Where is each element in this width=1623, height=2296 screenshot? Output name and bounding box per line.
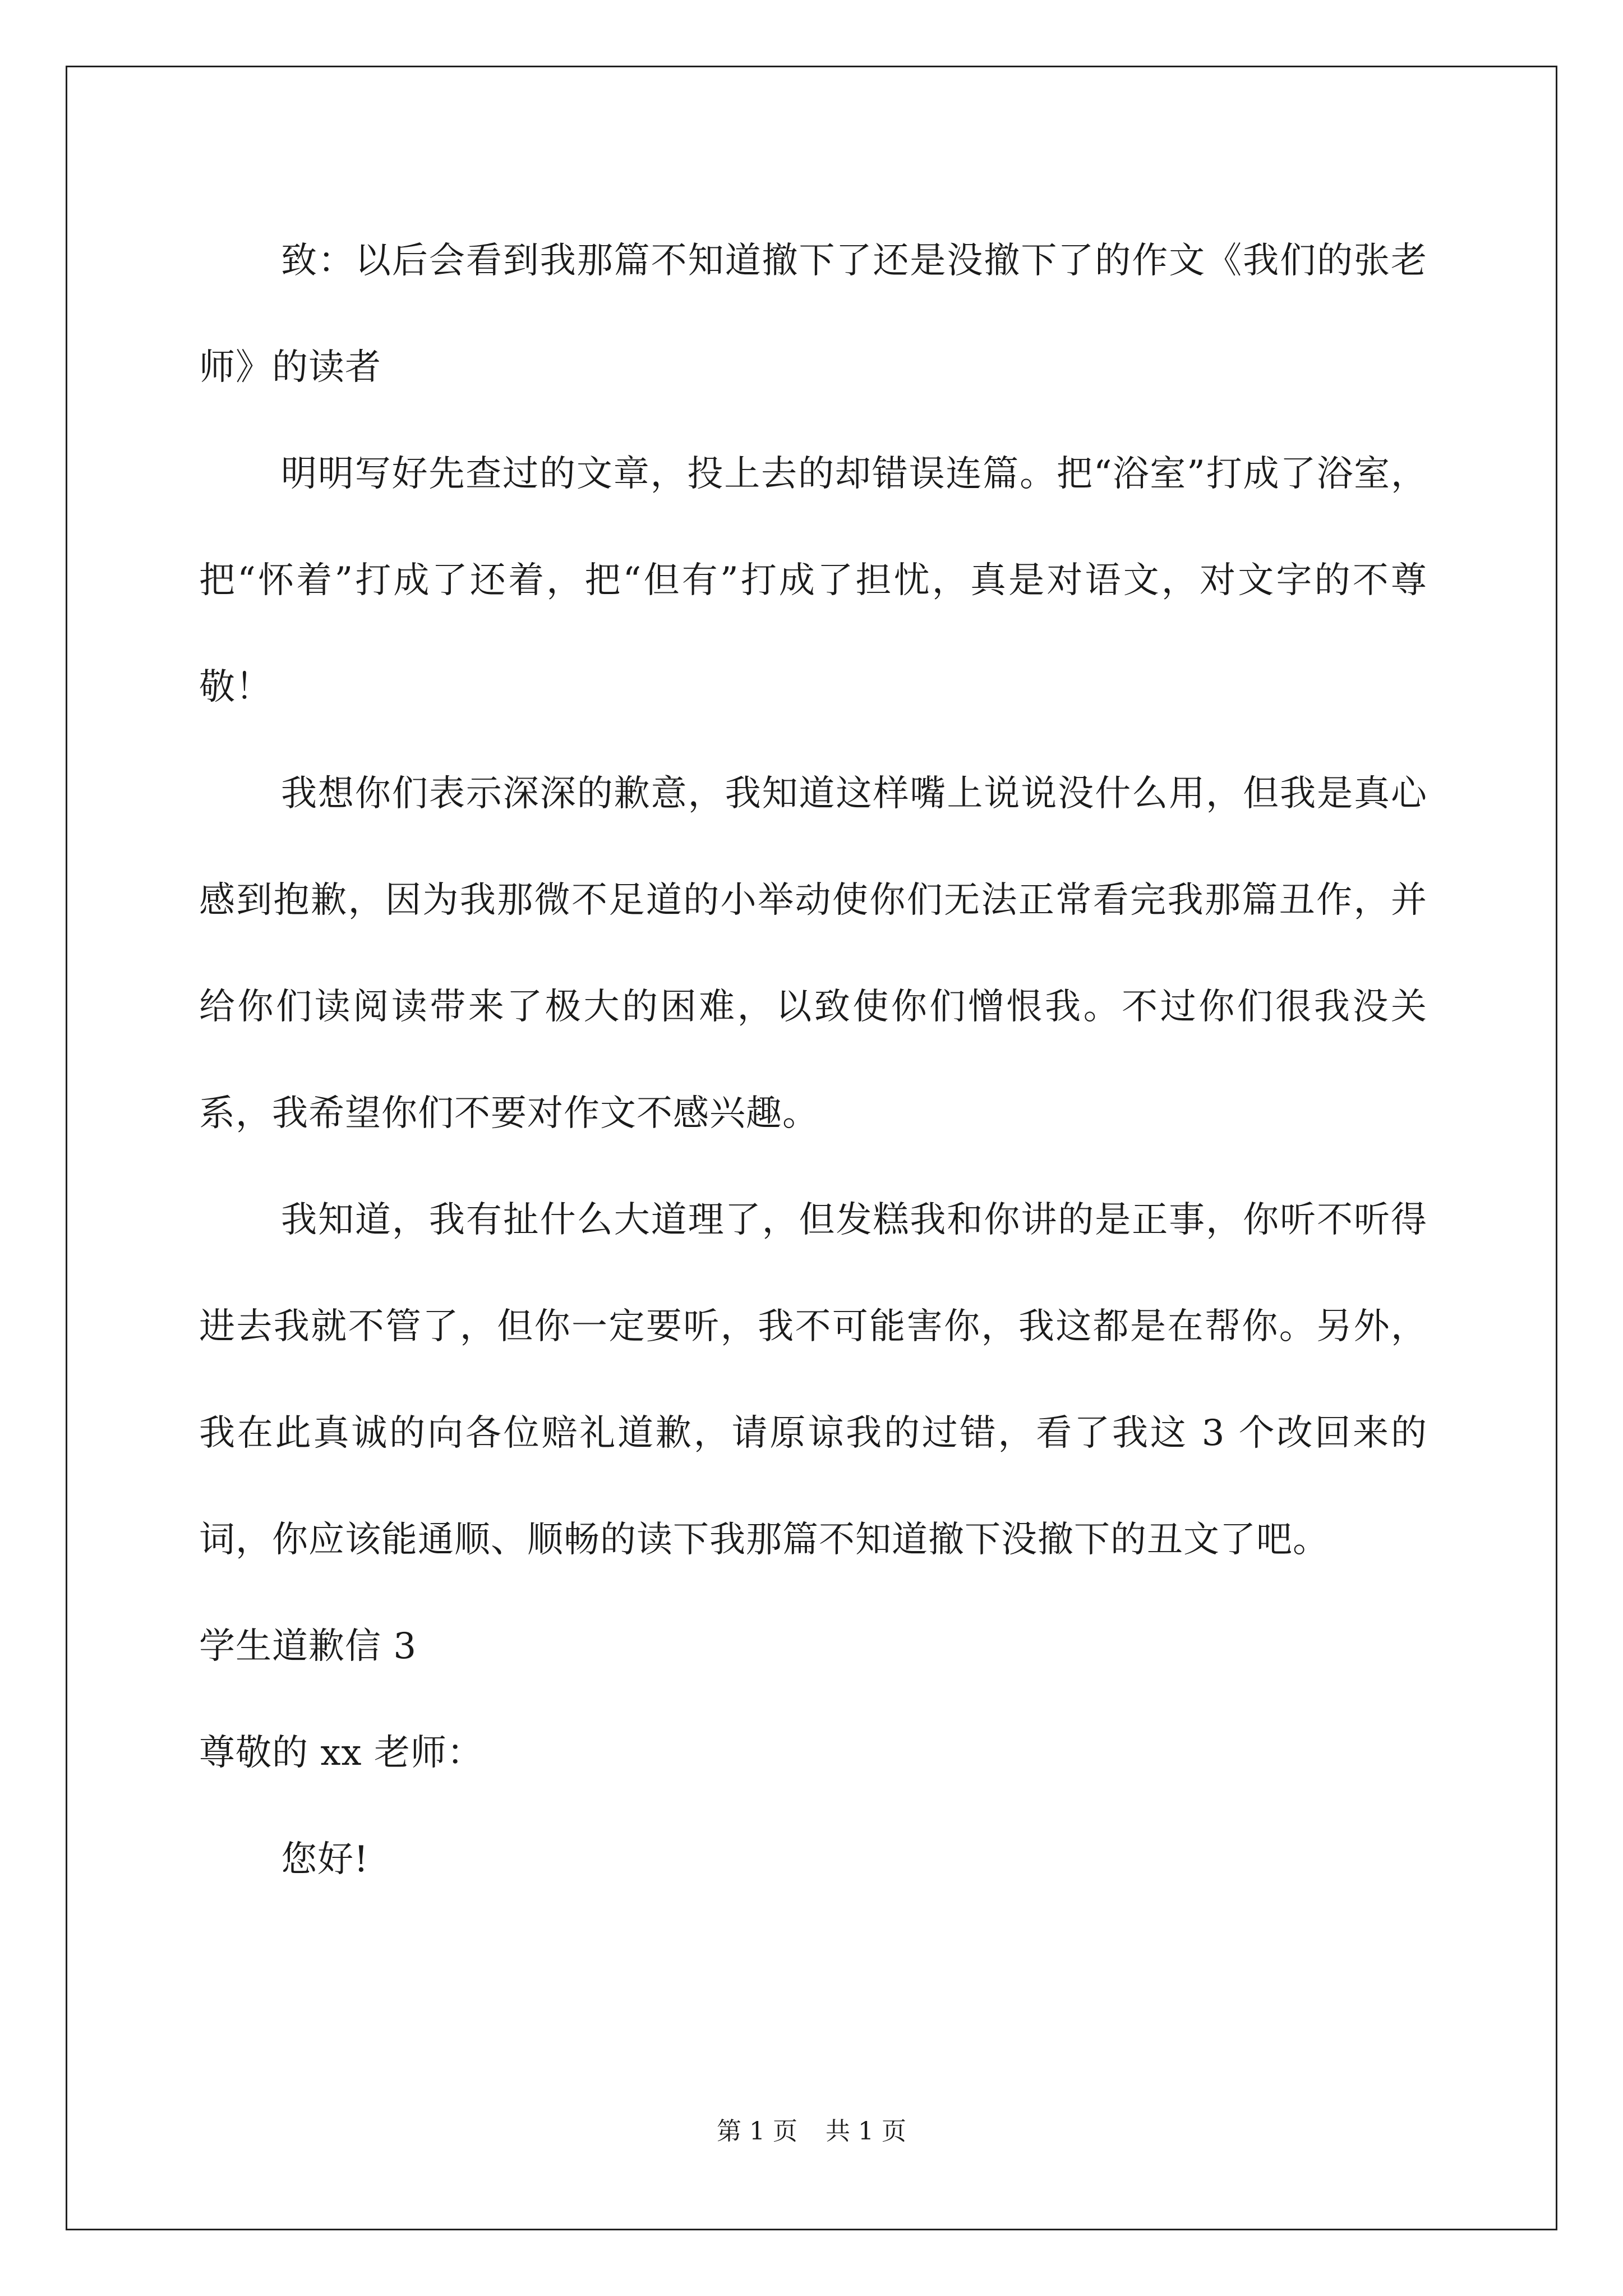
page-number: 第 1 页 xyxy=(717,2117,797,2146)
page-footer xyxy=(0,2115,1623,2148)
paragraph-typo-errors: 明明写好先查过的文章，投上去的却错误连篇。把“浴室”打成了浴室，把“怀着”打成了还着，把“但有”打成了担忧，真是对语文，对文字的不尊敬！ xyxy=(199,453,1427,708)
paragraph-salutation: 致：以后会看到我那篇不知道撤下了还是没撤下了的作文《我们的张老师》的读者 xyxy=(199,240,1427,388)
letter-opening: 您好! xyxy=(281,1839,369,1880)
page-total: 共 1 页 xyxy=(826,2117,906,2146)
letter-greeting: 尊敬的 xx 老师： xyxy=(199,1732,483,1774)
paragraph-apology: 我想你们表示深深的歉意，我知道这样嘴上说说没什么用，但我是真心感到抱歉，因为我那微不足道的小举动使你们无法正常看完我那篇丑作，并给你们读阅读带来了极大的困难，以致使你们憎恨我。不过你们很我没关系，我希望你们不要对作文不感兴趣。 xyxy=(199,773,1427,1134)
paragraph-explanation: 我知道，我有扯什么大道理了，但发糕我和你讲的是正事，你听不听得进去我就不管了，但你一定要听，我不可能害你，我这都是在帮你。另外，我在此真诚的向各位赔礼道歉，请原谅我的过错，看了我这 3 个改回来的词，你应该能通顺、顺畅的读下我那篇不知道撤下没撤下的丑文了吧。 xyxy=(199,1199,1427,1561)
document-body xyxy=(199,208,1427,1913)
section-heading: 学生道歉信 3 xyxy=(199,1626,417,1667)
